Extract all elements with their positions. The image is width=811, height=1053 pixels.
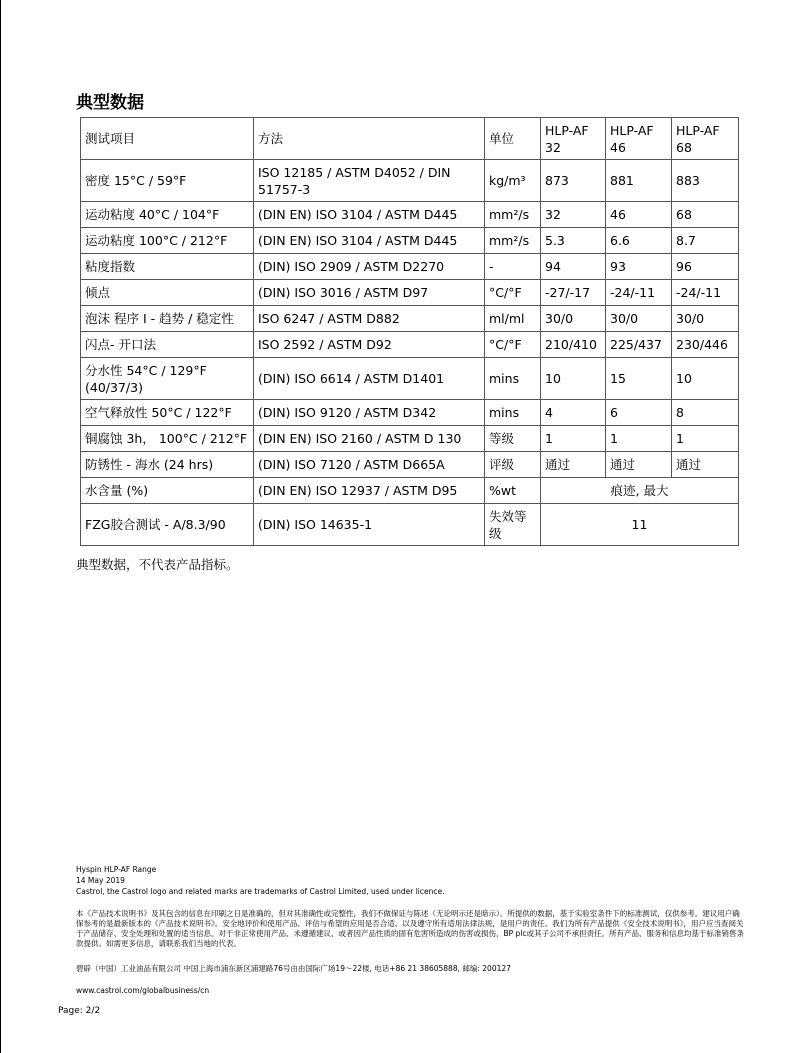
table-cell: 881 xyxy=(606,160,672,202)
table-row xyxy=(81,478,739,504)
table-cell: 46 xyxy=(606,202,672,228)
table-row xyxy=(81,452,739,478)
table-cell: (DIN) ISO 9120 / ASTM D342 xyxy=(254,400,485,426)
table-cell: 失效等级 xyxy=(485,504,541,546)
table-cell: (DIN EN) ISO 3104 / ASTM D445 xyxy=(254,202,485,228)
table-cell: 水含量 (%) xyxy=(81,478,254,504)
page-edge-line xyxy=(0,0,1,1053)
table-cell: mm²/s xyxy=(485,228,541,254)
table-cell: 30/0 xyxy=(541,306,606,332)
typical-data-note: 典型数据，不代表产品指标。 xyxy=(76,557,239,572)
header-cell: HLP-AF 46 xyxy=(606,118,672,160)
table-cell: 通过 xyxy=(672,452,739,478)
table-cell: 分水性 54°C / 129°F (40/37/3) xyxy=(81,358,254,400)
table-cell: 4 xyxy=(541,400,606,426)
header-cell: HLP-AF 32 xyxy=(541,118,606,160)
table-cell: 运动粘度 40°C / 104°F xyxy=(81,202,254,228)
footer-address: 碧辟（中国）工业油品有限公司 中国上海市浦东新区浦建路76号由由国际广场19～22楼, 电话+86 21 38605888, 邮编: 200127 xyxy=(76,964,511,973)
table-cell: 5.3 xyxy=(541,228,606,254)
table-cell: °C/°F xyxy=(485,332,541,358)
footer-product-name: Hyspin HLP-AF Range xyxy=(76,865,157,874)
table-cell: 225/437 xyxy=(606,332,672,358)
footer-trademark: Castrol, the Castrol logo and related marks are trademarks of Castrol Limited, used under licence. xyxy=(76,887,445,896)
table-cell: 痕迹, 最大 xyxy=(541,478,739,504)
table-cell: 8.7 xyxy=(672,228,739,254)
table-cell: 倾点 xyxy=(81,280,254,306)
header-cell: 方法 xyxy=(254,118,485,160)
table-cell: 铜腐蚀 3h， 100°C / 212°F xyxy=(81,426,254,452)
table-cell: 10 xyxy=(541,358,606,400)
footer-disclaimer: 本《产品技术说明书》及其包含的信息在印刷之日是准确的，但对其准确性或完整性，我们不做保证与陈述（无论明示还是暗示）。所提供的数据，基于实验室条件下的标准测试，仅供参考。建议用户确保参考的是最新版本的《产品技术说明书》。安全地评价和使用产品、评估与希望的应用是否合适、以及遵守所有适用法律法规，是用户的责任。我们为所有产品提供《安全技术说明书》，用户应当查阅关于产品储存、安全处理和处置的适当信息。对于非正常使用产品、未遵循建议、或者因产品性质的固有危害所造成的伤害或损伤，BP plc或其子公司不承担责任。所有产品、服务和信息均基于标准销售条款提供。如需更多信息，请联系我们当地的代表。 xyxy=(76,909,745,948)
table-row xyxy=(81,426,739,452)
table-cell: mm²/s xyxy=(485,202,541,228)
table-cell: ISO 12185 / ASTM D4052 / DIN 51757-3 xyxy=(254,160,485,202)
table-cell: 230/446 xyxy=(672,332,739,358)
table-row xyxy=(81,202,739,228)
table-cell: 15 xyxy=(606,358,672,400)
table-row xyxy=(81,400,739,426)
table-row xyxy=(81,332,739,358)
table-cell: mins xyxy=(485,400,541,426)
table-cell: 6 xyxy=(606,400,672,426)
table-cell: - xyxy=(485,254,541,280)
table-cell: 密度 15°C / 59°F xyxy=(81,160,254,202)
table-cell: 空气释放性 50°C / 122°F xyxy=(81,400,254,426)
table-cell: (DIN) ISO 7120 / ASTM D665A xyxy=(254,452,485,478)
table-cell: °C/°F xyxy=(485,280,541,306)
table-cell: FZG胶合测试 - A/8.3/90 xyxy=(81,504,254,546)
footer-website-link[interactable]: www.castrol.com/globalbusiness/cn xyxy=(76,986,210,995)
section-title: 典型数据 xyxy=(76,93,144,113)
table-row xyxy=(81,228,739,254)
table-cell: -24/-11 xyxy=(606,280,672,306)
header-cell: 单位 xyxy=(485,118,541,160)
table-cell: 粘度指数 xyxy=(81,254,254,280)
table-cell: 96 xyxy=(672,254,739,280)
table-row xyxy=(81,160,739,202)
header-cell: 测试项目 xyxy=(81,118,254,160)
table-cell: 通过 xyxy=(541,452,606,478)
table-row xyxy=(81,358,739,400)
table-row xyxy=(81,280,739,306)
table-cell: 1 xyxy=(672,426,739,452)
table-cell: 评级 xyxy=(485,452,541,478)
typical-data-table xyxy=(80,117,739,546)
table-cell: 30/0 xyxy=(606,306,672,332)
table-cell: 防锈性 - 海水 (24 hrs) xyxy=(81,452,254,478)
table-cell: 93 xyxy=(606,254,672,280)
table-cell: (DIN EN) ISO 2160 / ASTM D 130 xyxy=(254,426,485,452)
header-cell: HLP-AF 68 xyxy=(672,118,739,160)
table-header-row xyxy=(81,118,739,160)
table-cell: 闪点- 开口法 xyxy=(81,332,254,358)
table-cell: -27/-17 xyxy=(541,280,606,306)
table-cell: 30/0 xyxy=(672,306,739,332)
table-cell: (DIN EN) ISO 3104 / ASTM D445 xyxy=(254,228,485,254)
table-cell: 32 xyxy=(541,202,606,228)
table-cell: 11 xyxy=(541,504,739,546)
table-cell: 1 xyxy=(606,426,672,452)
table-row xyxy=(81,254,739,280)
table-row xyxy=(81,306,739,332)
table-cell: kg/m³ xyxy=(485,160,541,202)
table-cell: 8 xyxy=(672,400,739,426)
table-cell: 883 xyxy=(672,160,739,202)
footer-date: 14 May 2019 xyxy=(76,876,125,885)
table-cell: 6.6 xyxy=(606,228,672,254)
table-row xyxy=(81,504,739,546)
table-cell: 94 xyxy=(541,254,606,280)
table-cell: 10 xyxy=(672,358,739,400)
table-cell: 通过 xyxy=(606,452,672,478)
table-cell: -24/-11 xyxy=(672,280,739,306)
table-cell: 1 xyxy=(541,426,606,452)
table-cell: 泡沫 程序 I - 趋势 / 稳定性 xyxy=(81,306,254,332)
table-cell: mins xyxy=(485,358,541,400)
table-cell: (DIN) ISO 14635-1 xyxy=(254,504,485,546)
table-cell: ISO 2592 / ASTM D92 xyxy=(254,332,485,358)
page-number: Page: 2/2 xyxy=(58,1006,101,1016)
table-cell: (DIN) ISO 2909 / ASTM D2270 xyxy=(254,254,485,280)
table-cell: 等级 xyxy=(485,426,541,452)
table-cell: 210/410 xyxy=(541,332,606,358)
table-cell: (DIN) ISO 6614 / ASTM D1401 xyxy=(254,358,485,400)
table-cell: 873 xyxy=(541,160,606,202)
table-cell: (DIN) ISO 3016 / ASTM D97 xyxy=(254,280,485,306)
table-cell: 运动粘度 100°C / 212°F xyxy=(81,228,254,254)
table-cell: ISO 6247 / ASTM D882 xyxy=(254,306,485,332)
table-cell: 68 xyxy=(672,202,739,228)
table-cell: (DIN EN) ISO 12937 / ASTM D95 xyxy=(254,478,485,504)
table-cell: %wt xyxy=(485,478,541,504)
table-cell: ml/ml xyxy=(485,306,541,332)
